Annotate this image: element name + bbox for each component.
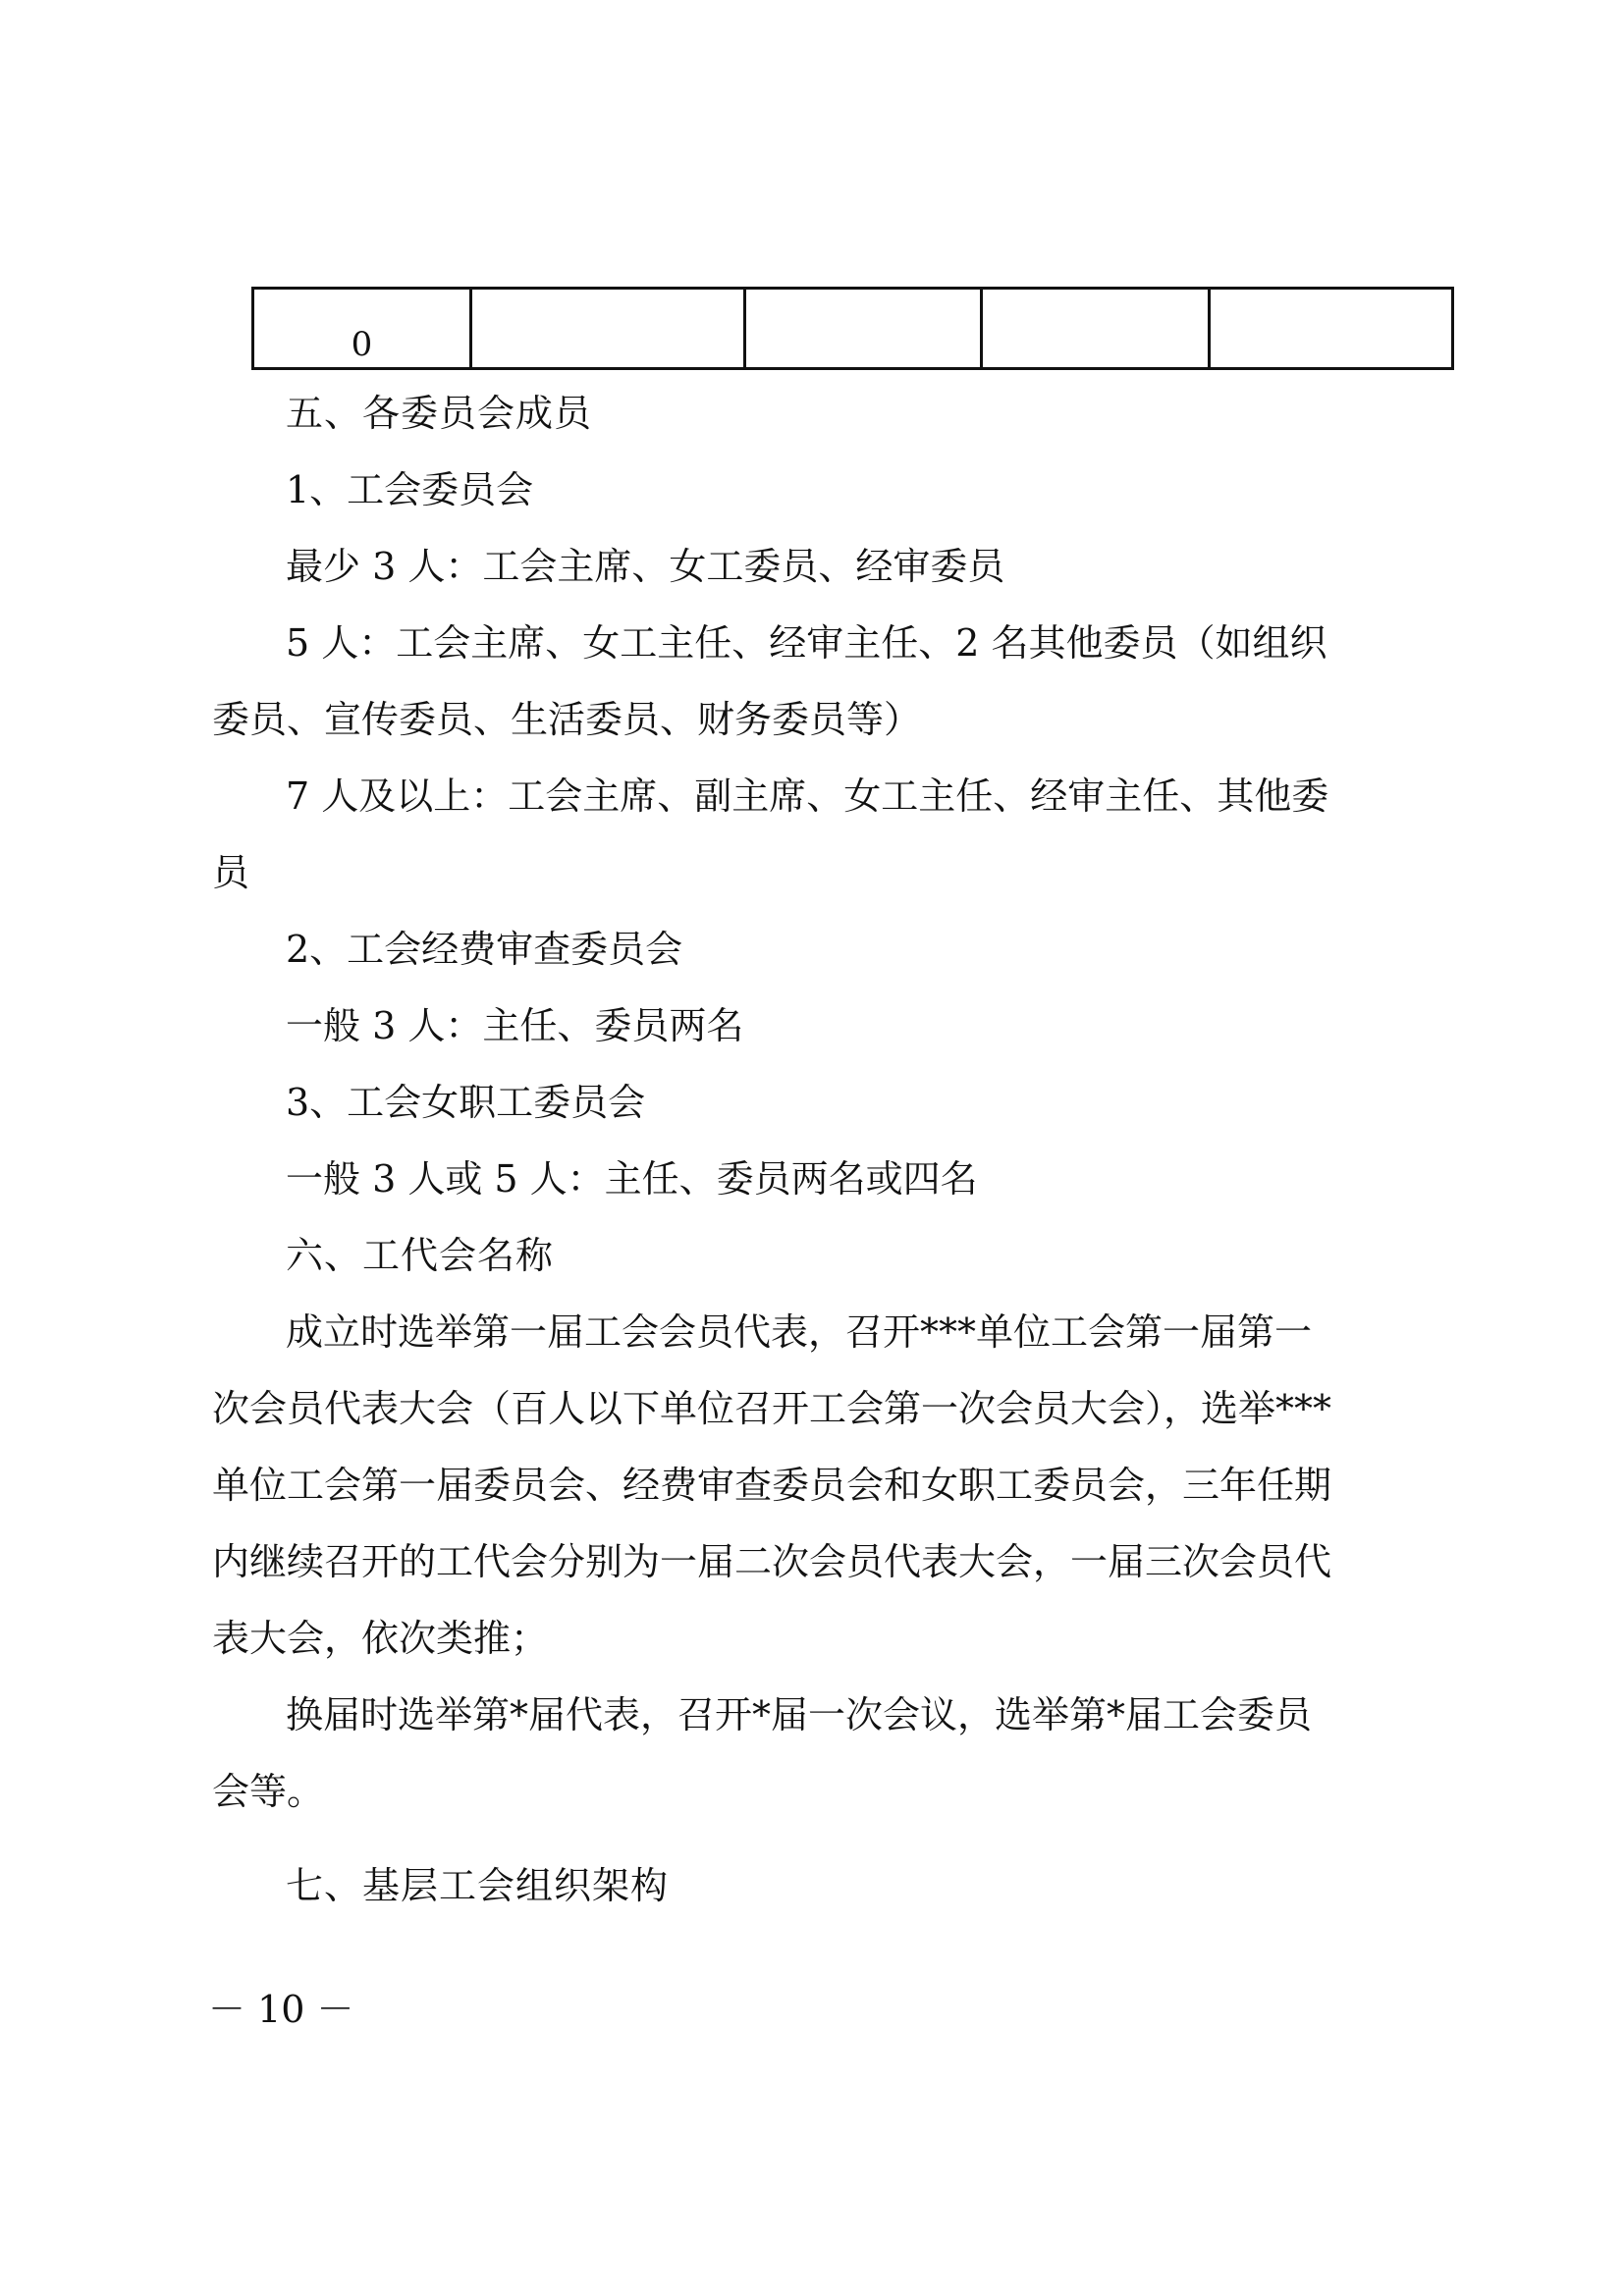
paragraph-line: 员 <box>212 851 250 894</box>
subsection-title: 2、工会经费审查委员会 <box>286 928 683 971</box>
page-number: － 10 － <box>208 1988 354 2031</box>
table-grid <box>251 287 1454 370</box>
section-title: 六、工代会名称 <box>286 1234 555 1277</box>
paragraph-line: 次会员代表大会（百人以下单位召开工会第一次会员大会），选举*** <box>212 1387 1332 1430</box>
table-cell: 0 <box>253 289 471 369</box>
table-cell <box>745 289 982 369</box>
paragraph-line: 单位工会第一届委员会、经费审查委员会和女职工委员会，三年任期 <box>212 1464 1332 1507</box>
paragraph-line: 内继续召开的工代会分别为一届二次会员代表大会，一届三次会员代 <box>212 1540 1332 1583</box>
paragraph-line: 7 人及以上：工会主席、副主席、女工主任、经审主任、其他委 <box>286 774 1329 818</box>
table-cell <box>471 289 745 369</box>
paragraph-line: 成立时选举第一届工会会员代表，召开***单位工会第一届第一 <box>286 1310 1313 1354</box>
subsection-title: 1、工会委员会 <box>286 468 534 511</box>
paragraph-line: 最少 3 人：工会主席、女工委员、经审委员 <box>286 545 1005 588</box>
paragraph-line: 一般 3 人或 5 人：主任、委员两名或四名 <box>286 1157 978 1201</box>
member-table <box>251 287 1451 370</box>
section-title: 五、各委员会成员 <box>286 392 593 435</box>
paragraph-line: 5 人：工会主席、女工主任、经审主任、2 名其他委员（如组织 <box>286 621 1327 665</box>
document-content <box>212 375 1410 1924</box>
paragraph-line: 一般 3 人：主任、委员两名 <box>286 1004 744 1047</box>
paragraph-line: 换届时选举第*届代表，召开*届一次会议，选举第*届工会委员 <box>286 1693 1313 1736</box>
table-row <box>253 289 1453 369</box>
section-title: 七、基层工会组织架构 <box>286 1864 670 1907</box>
paragraph-line: 委员、宣传委员、生活委员、财务委员等） <box>212 698 922 741</box>
table-cell <box>982 289 1210 369</box>
table-cell <box>1210 289 1453 369</box>
paragraph-line: 会等。 <box>212 1770 325 1813</box>
paragraph-line: 表大会，依次类推； <box>212 1617 549 1660</box>
subsection-title: 3、工会女职工委员会 <box>286 1081 646 1124</box>
